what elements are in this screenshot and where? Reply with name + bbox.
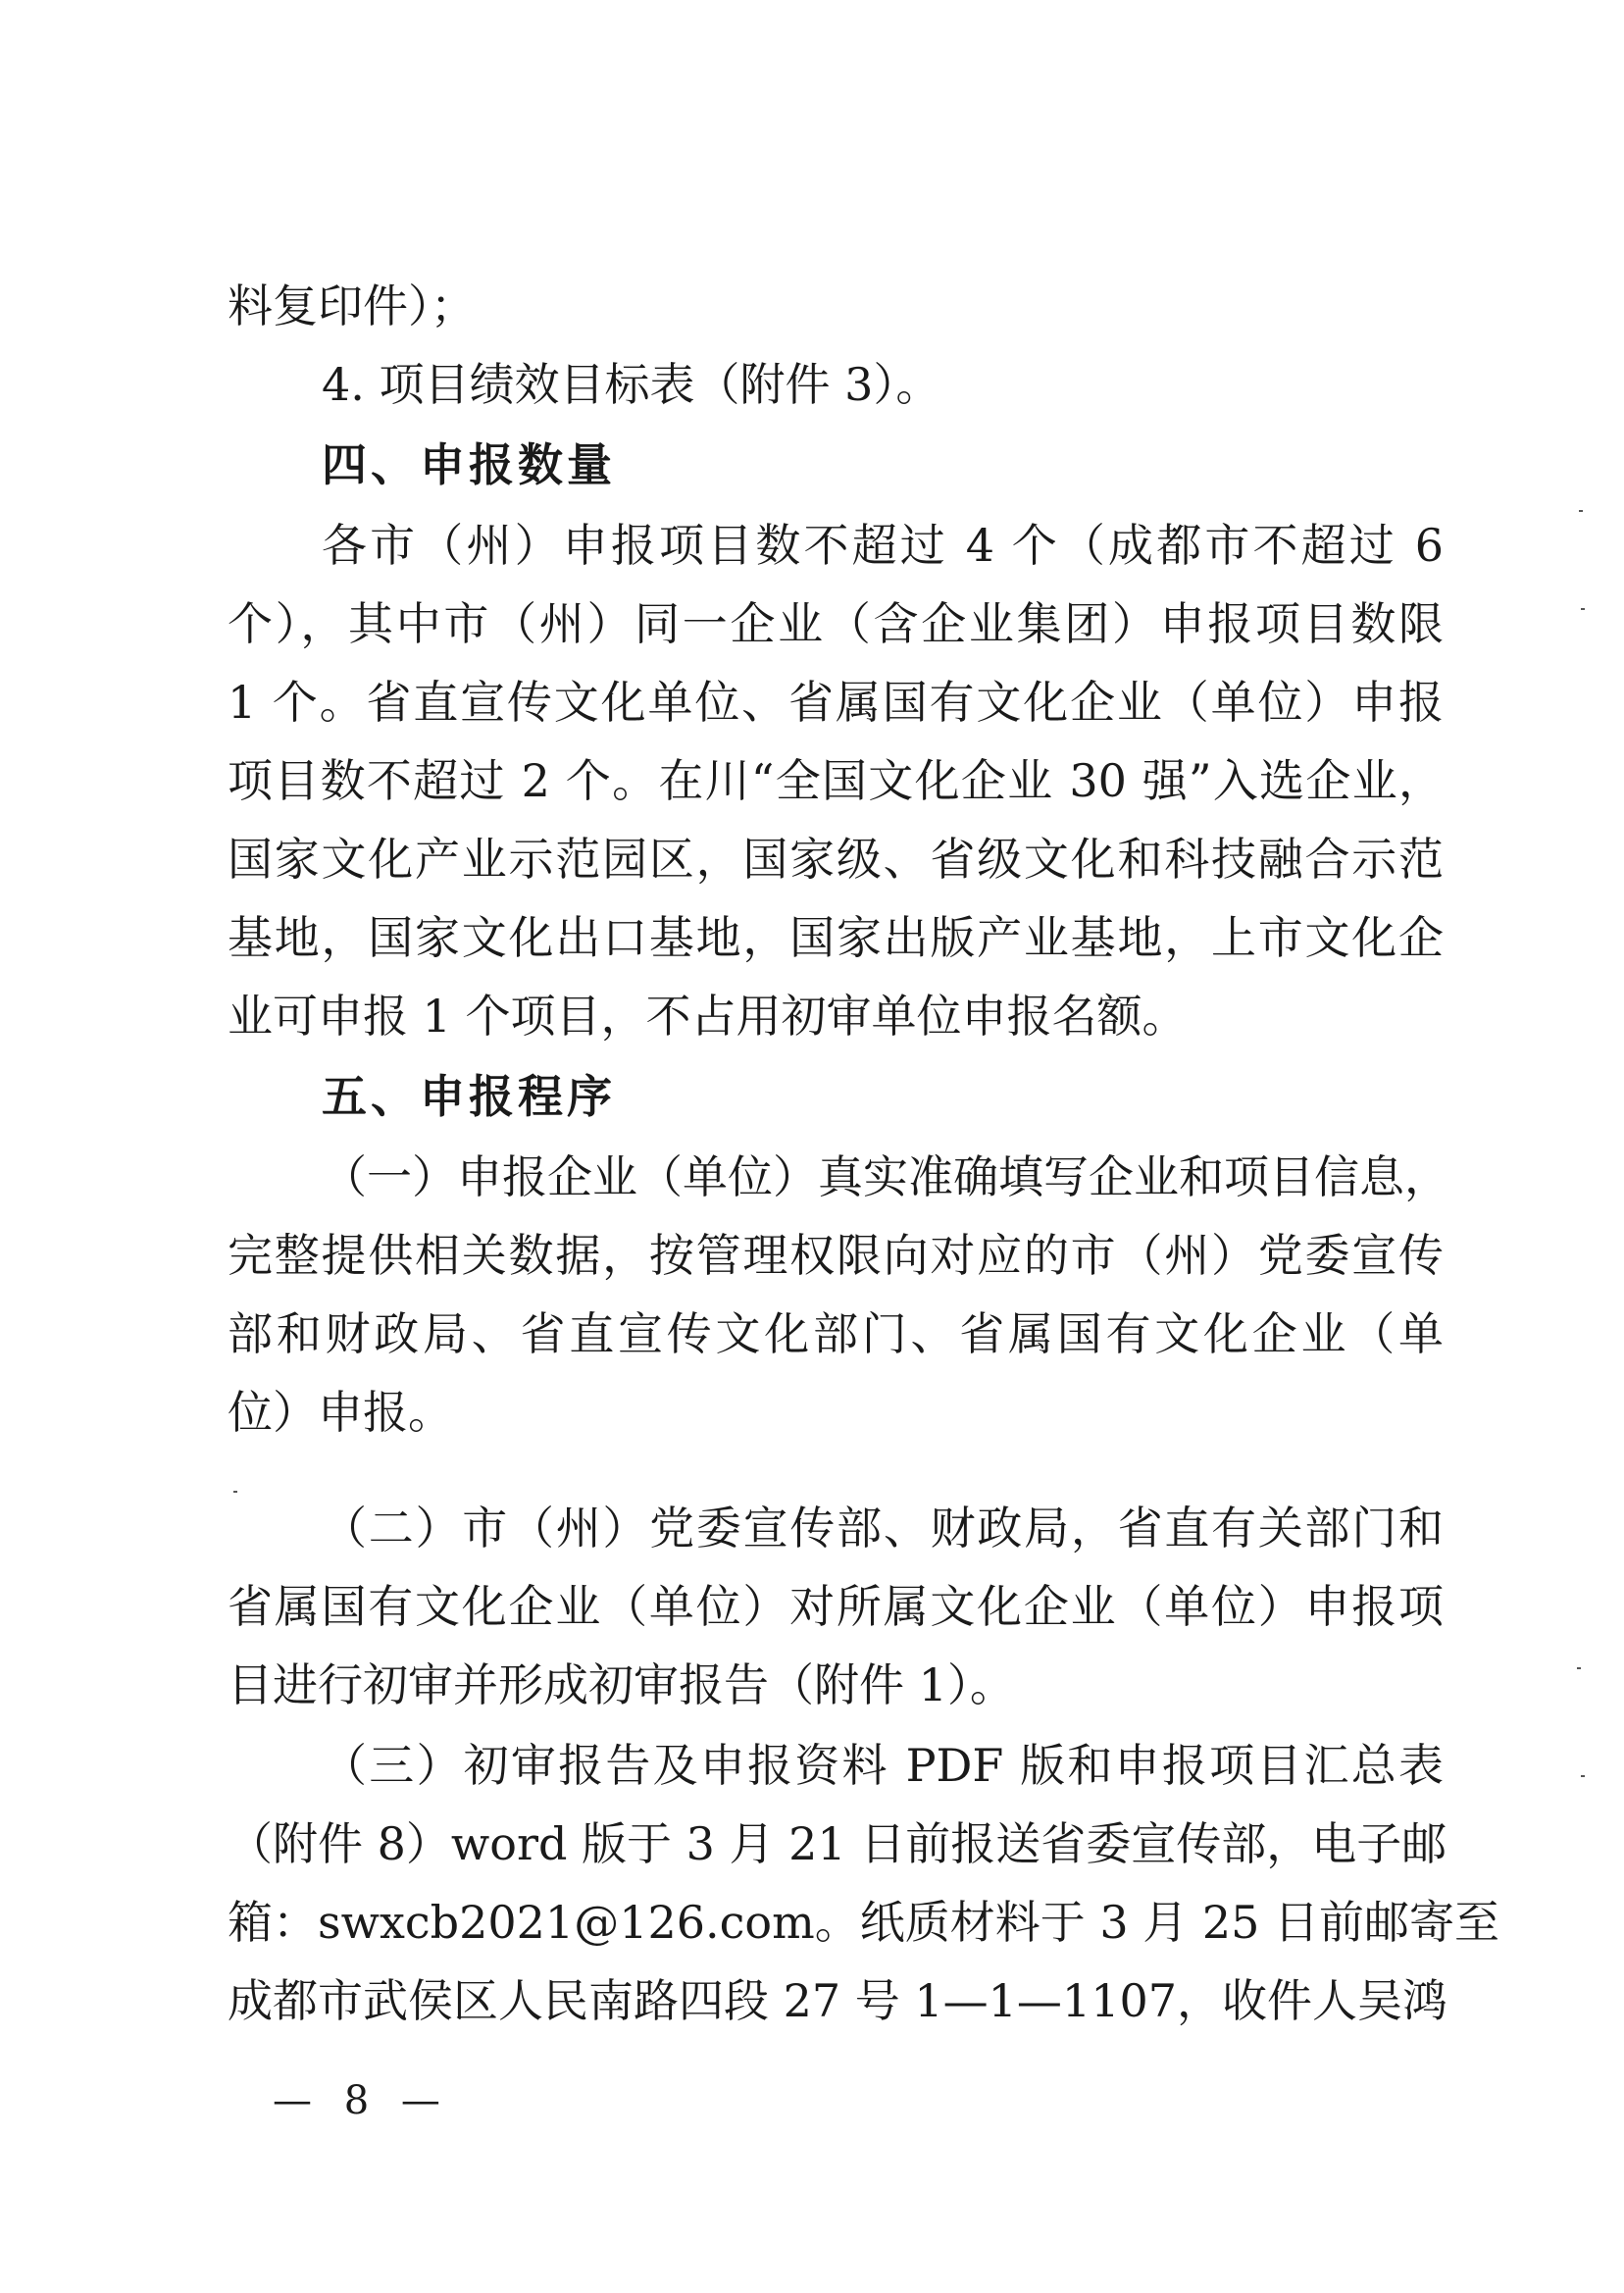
paragraph-line: 省属国有文化企业（单位）对所属文化企业（单位）申报项 [228,1580,1444,1633]
list-item-performance-table: 4. 项目绩效目标表（附件 3）。 [322,358,941,411]
scan-mark [1581,608,1585,610]
paragraph-line: 箱：swxcb2021@126.com。纸质材料于 3 月 25 日前邮寄至 [228,1896,1499,1949]
paragraph-line: 业可申报 1 个项目，不占用初审单位申报名额。 [228,990,1188,1043]
section-heading-procedure: 五、申报程序 [322,1070,616,1123]
paragraph-line: 个），其中市（州）同一企业（含企业集团）申报项目数限 [228,597,1444,650]
paragraph-line: （一）申报企业（单位）真实准确填写企业和项目信息， [322,1150,1449,1203]
paragraph-line: 料复印件）； [228,280,476,332]
paragraph-line: （附件 8）word 版于 3 月 21 日前报送省委宣传部，电子邮 [228,1817,1447,1870]
paragraph-line: 完整提供相关数据，按管理权限向对应的市（州）党委宣传 [228,1229,1444,1282]
paragraph-line: 国家文化产业示范园区，国家级、省级文化和科技融合示范 [228,833,1444,886]
paragraph-line: 成都市武侯区人民南路四段 27 号 1—1—1107，收件人吴鸿 [228,1974,1447,2027]
paragraph-line: （三）初审报告及申报资料 PDF 版和申报项目汇总表 [322,1739,1444,1792]
section-heading-quantity: 四、申报数量 [322,438,616,491]
scan-mark [1579,510,1583,512]
scan-mark [1581,1775,1585,1777]
paragraph-line: 项目数不超过 2 个。在川“全国文化企业 30 强”入选企业， [228,754,1444,807]
scan-mark [1577,1667,1581,1669]
scan-mark [233,1491,237,1493]
paragraph-line: 部和财政局、省直宣传文化部门、省属国有文化企业（单 [228,1307,1444,1360]
paragraph-line: 各市（州）申报项目数不超过 4 个（成都市不超过 6 [322,519,1444,572]
paragraph-line: 1 个。省直宣传文化单位、省属国有文化企业（单位）申报 [228,676,1444,729]
paragraph-line: 基地，国家文化出口基地，国家出版产业基地，上市文化企 [228,911,1444,964]
paragraph-line: （二）市（州）党委宣传部、财政局，省直有关部门和 [322,1502,1444,1554]
paragraph-line: 目进行初审并形成初审报告（附件 1）。 [228,1658,1015,1711]
paragraph-line: 位）申报。 [228,1386,453,1439]
page-number: — 8 — [273,2078,450,2123]
